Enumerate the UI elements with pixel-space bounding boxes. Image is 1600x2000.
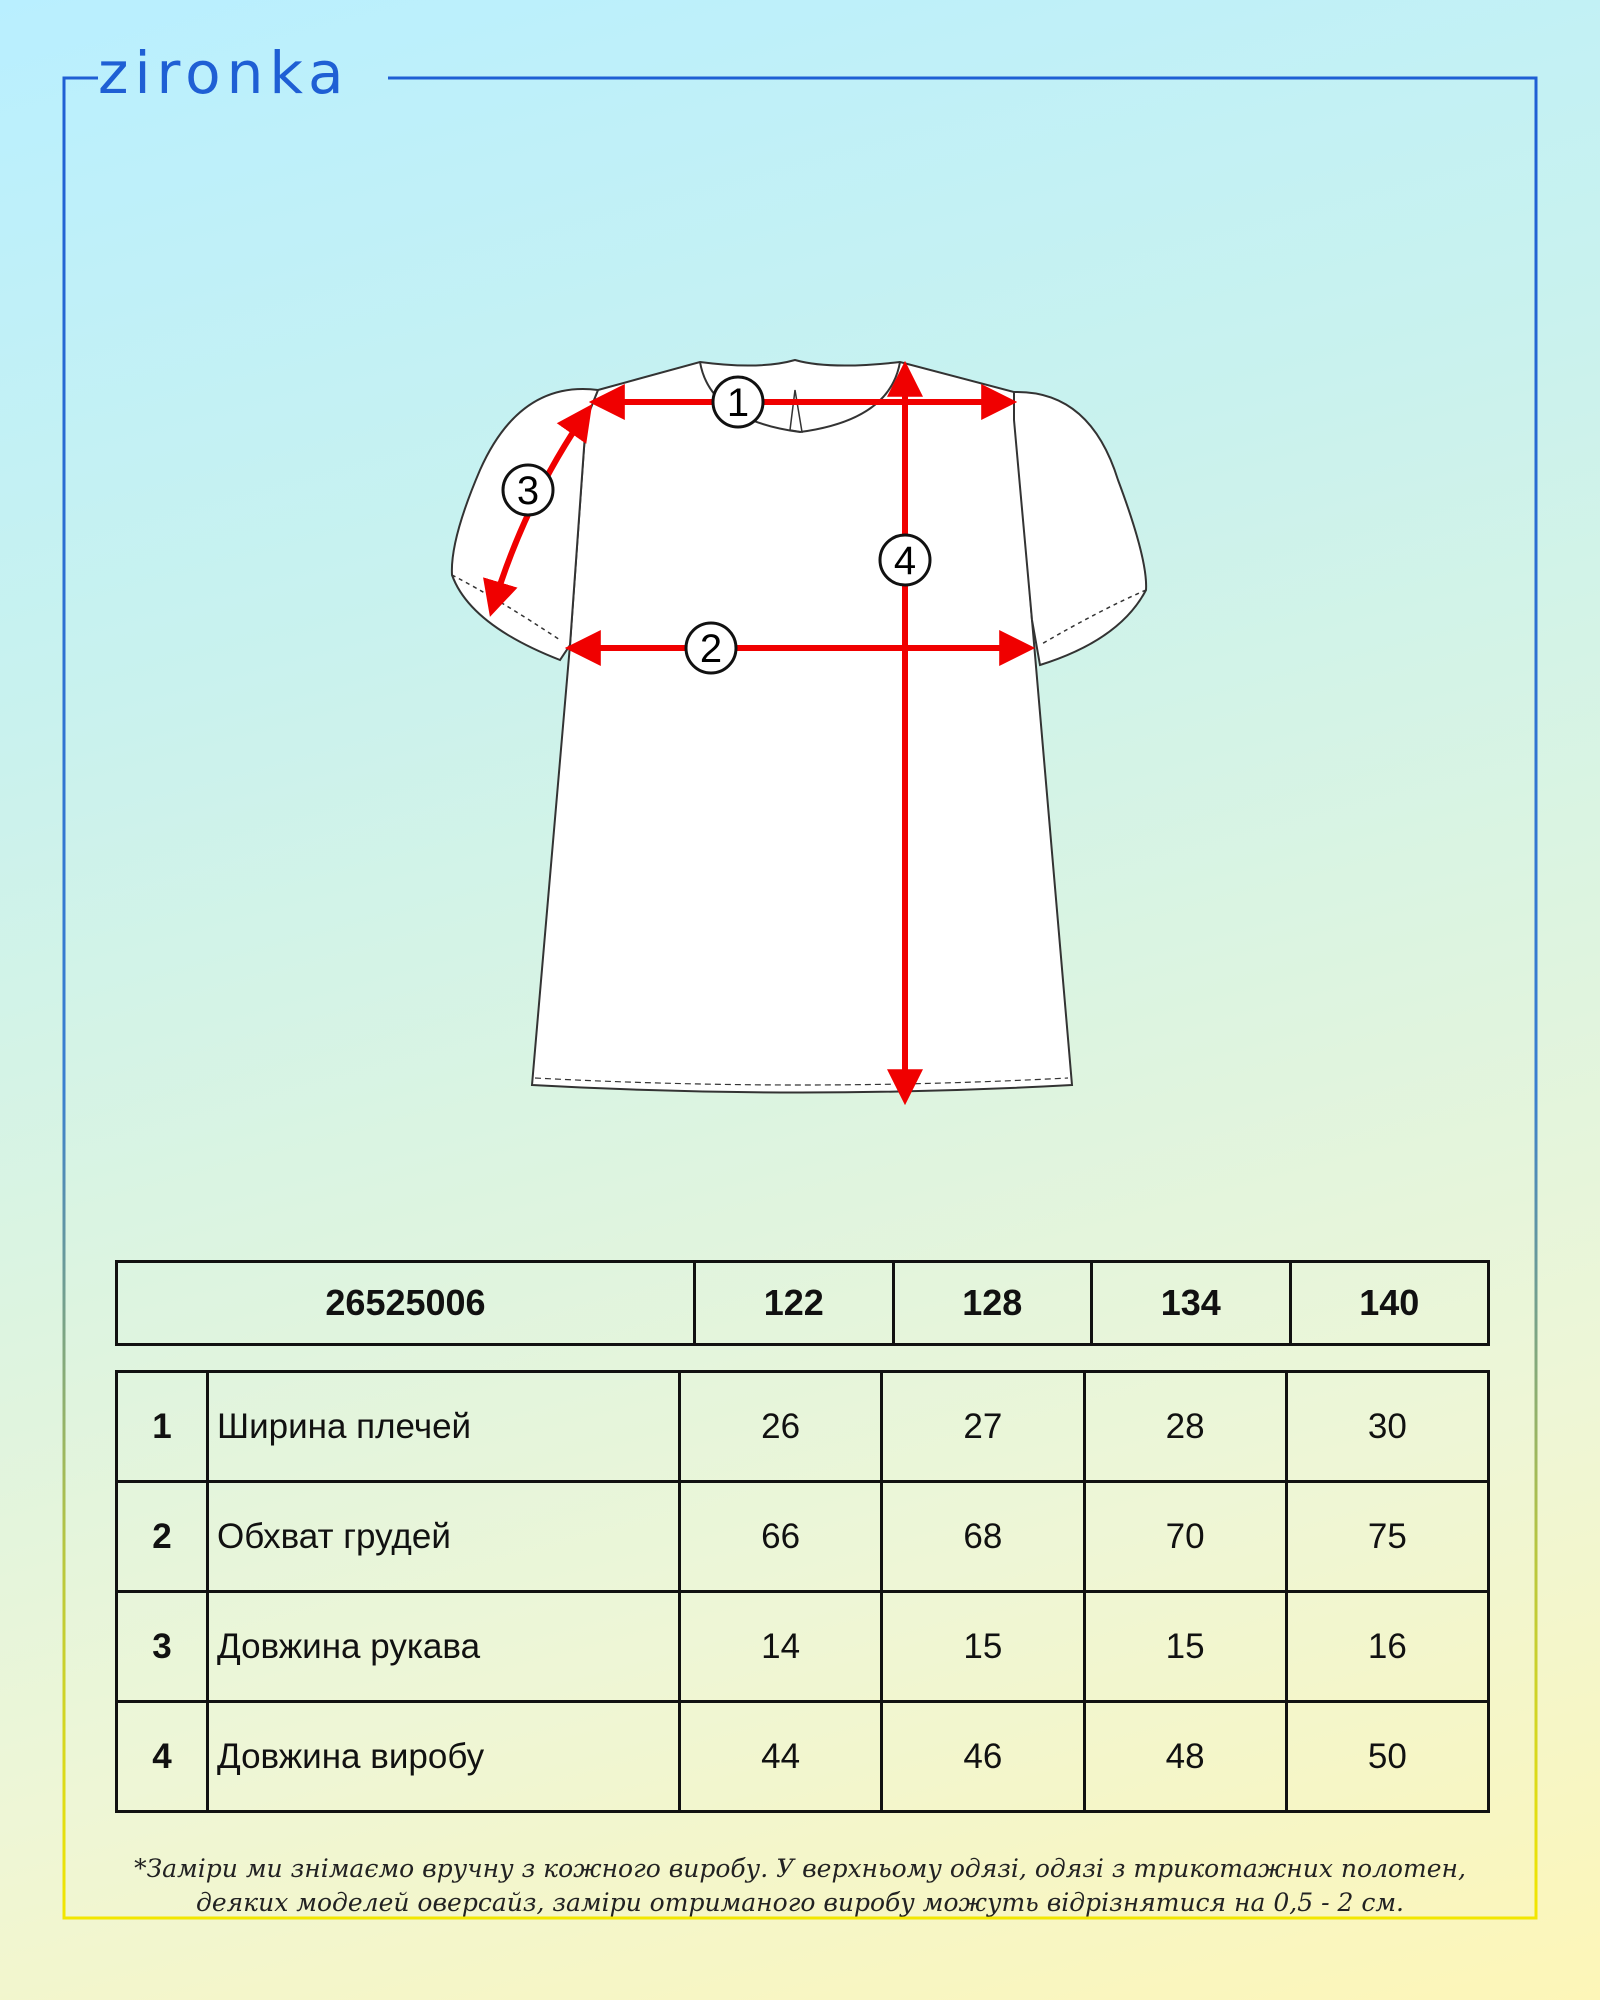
size-header-table [115, 1260, 1490, 1346]
row-label: Ширина плечей [208, 1372, 680, 1482]
row-number: 3 [117, 1592, 208, 1702]
size-header-row [117, 1262, 1489, 1345]
row-value: 27 [882, 1372, 1084, 1482]
size-134: 134 [1092, 1262, 1291, 1345]
footnote [90, 1852, 1510, 1920]
row-number: 2 [117, 1482, 208, 1592]
row-value: 26 [680, 1372, 882, 1482]
row-label: Обхват грудей [208, 1482, 680, 1592]
marker-4 [880, 535, 930, 585]
row-number: 4 [117, 1702, 208, 1812]
marker-1-label: 1 [726, 381, 750, 425]
row-value: 30 [1286, 1372, 1488, 1482]
marker-4-label: 4 [893, 539, 917, 583]
measurements-table [115, 1370, 1490, 1813]
row-label: Довжина рукава [208, 1592, 680, 1702]
footnote-line-2: деяких моделей оверсайз, заміри отриманого виробу можуть відрізнятися на 0,5 - 2 см. [195, 1888, 1405, 1917]
brand-logo: zironka [98, 39, 350, 107]
marker-3-label: 3 [516, 469, 540, 513]
row-value: 66 [680, 1482, 882, 1592]
table-row [117, 1482, 1489, 1592]
marker-1 [713, 377, 763, 427]
row-value: 70 [1084, 1482, 1286, 1592]
table-row [117, 1592, 1489, 1702]
size-140: 140 [1290, 1262, 1489, 1345]
right-sleeve [1014, 392, 1146, 665]
footnote-line-1: *Заміри ми знімаємо вручну з кожного виробу. У верхньому одязі, одязі з трикотажних полотен, [134, 1854, 1466, 1883]
size-122: 122 [695, 1262, 894, 1345]
row-value: 50 [1286, 1702, 1488, 1812]
row-number: 1 [117, 1372, 208, 1482]
marker-2 [686, 623, 736, 673]
row-value: 28 [1084, 1372, 1286, 1482]
size-128: 128 [893, 1262, 1092, 1345]
article-number: 26525006 [117, 1262, 695, 1345]
row-value: 14 [680, 1592, 882, 1702]
table-row [117, 1702, 1489, 1812]
row-value: 46 [882, 1702, 1084, 1812]
marker-3 [503, 465, 553, 515]
row-value: 75 [1286, 1482, 1488, 1592]
blouse-outline [532, 360, 1072, 1093]
blouse-diagram [440, 355, 1160, 1115]
row-value: 16 [1286, 1592, 1488, 1702]
row-value: 15 [882, 1592, 1084, 1702]
row-value: 44 [680, 1702, 882, 1812]
marker-2-label: 2 [699, 627, 723, 671]
row-value: 68 [882, 1482, 1084, 1592]
row-value: 15 [1084, 1592, 1286, 1702]
row-label: Довжина виробу [208, 1702, 680, 1812]
row-value: 48 [1084, 1702, 1286, 1812]
table-row [117, 1372, 1489, 1482]
